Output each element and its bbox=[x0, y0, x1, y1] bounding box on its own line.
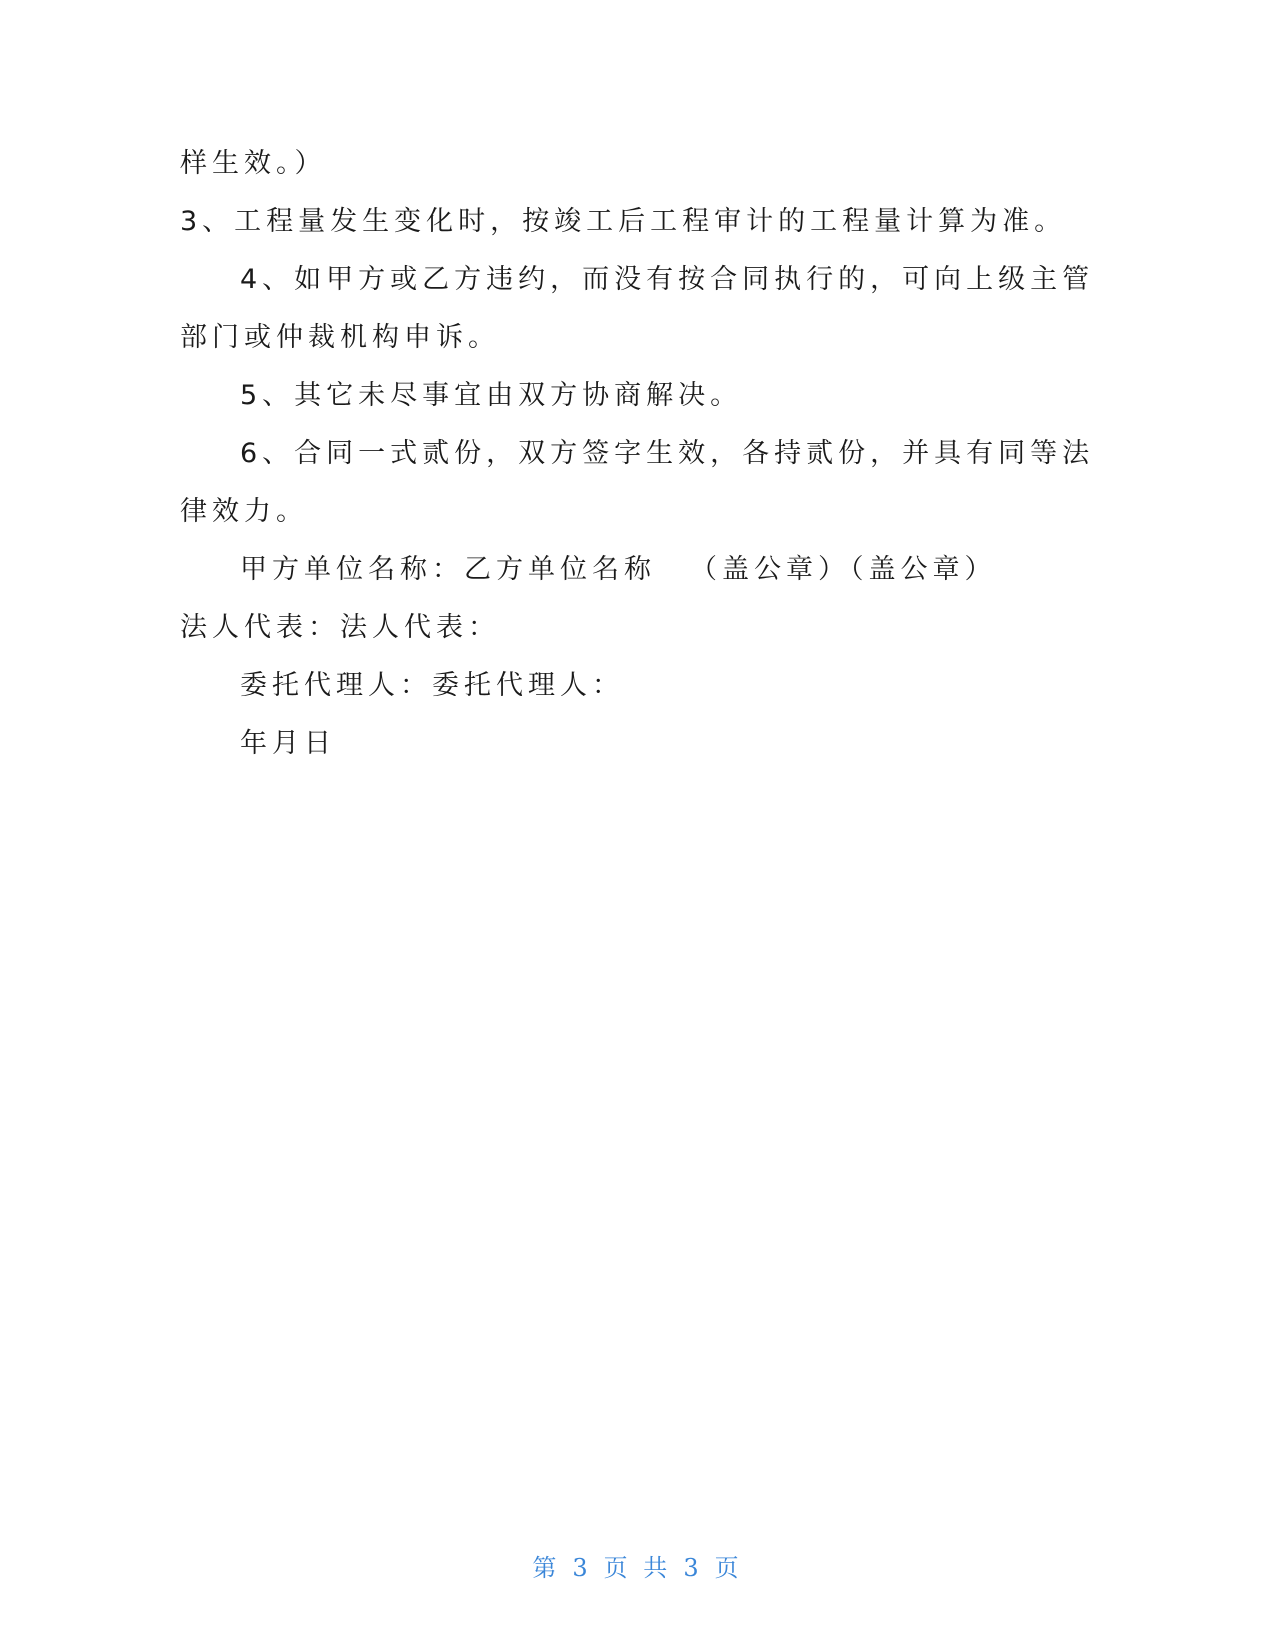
paragraph-line: 5、其它未尽事宜由双方协商解决。 bbox=[240, 380, 743, 411]
paragraph-line: 样生效。） bbox=[180, 148, 327, 179]
legal-representative-line: 法人代表：法人代表： bbox=[180, 612, 500, 643]
paragraph-line: 4、如甲方或乙方违约，而没有按合同执行的，可向上级主管 bbox=[240, 264, 1095, 295]
footer-prefix: 第 bbox=[532, 1554, 561, 1582]
date-line: 年月日 bbox=[240, 728, 336, 759]
party-names-line: 甲方单位名称：乙方单位名称 bbox=[240, 554, 656, 585]
footer-middle: 页 共 bbox=[603, 1554, 672, 1582]
paragraph-line: 部门或仲裁机构申诉。 bbox=[180, 322, 500, 353]
footer-suffix: 页 bbox=[714, 1554, 743, 1582]
paragraph-line: 3、工程量发生变化时，按竣工后工程审计的工程量计算为准。 bbox=[180, 206, 1067, 237]
page-footer bbox=[0, 1552, 1275, 1584]
agent-line: 委托代理人：委托代理人： bbox=[240, 670, 624, 701]
paragraph-line: 6、合同一式贰份，双方签字生效，各持贰份，并具有同等法 bbox=[240, 438, 1095, 469]
footer-current-page: 3 bbox=[572, 1554, 592, 1582]
footer-total-pages: 3 bbox=[683, 1554, 703, 1582]
seal-label: （盖公章）（盖公章） bbox=[690, 554, 997, 585]
paragraph-line: 律效力。 bbox=[180, 496, 308, 527]
